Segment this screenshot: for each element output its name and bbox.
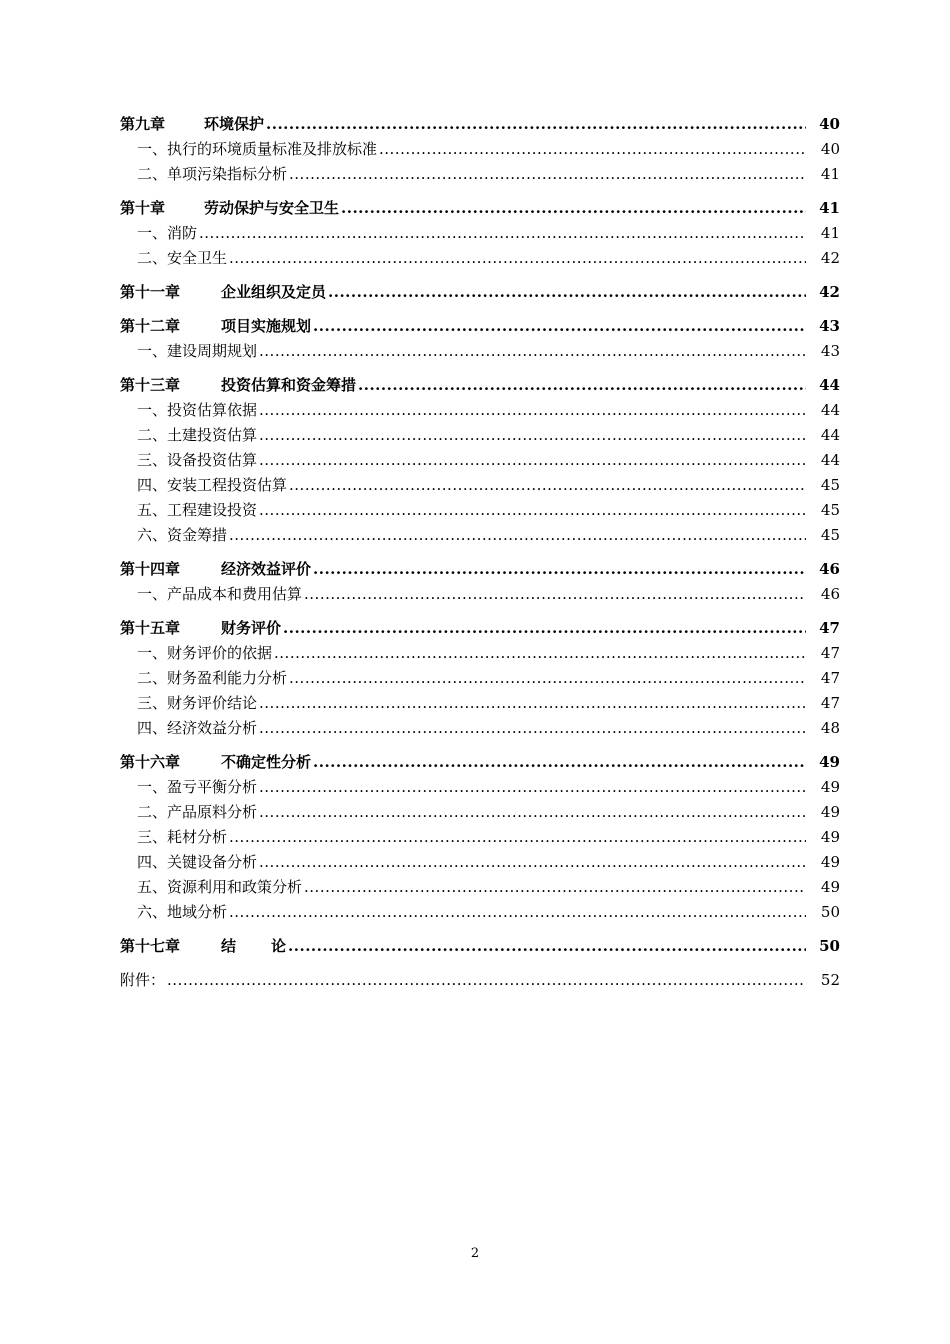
toc-entry-label [137,800,257,825]
chapter-number: 第十三章 [120,376,181,394]
toc-section-entry[interactable] [120,473,840,498]
page-reference: 49 [820,778,840,796]
page-reference: 49 [820,803,840,821]
toc-section-entry[interactable] [120,448,840,473]
toc-section-entry[interactable] [120,137,840,162]
page-reference: 44 [820,426,840,444]
dot-leader [229,523,806,548]
toc-entry-label [137,666,287,691]
chapter-title: 项目实施规划 [221,317,312,335]
toc-entry-label [120,373,356,398]
page-reference: 42 [819,283,840,301]
toc-section-entry[interactable] [120,900,840,925]
toc-section-entry[interactable] [120,162,840,187]
page-reference: 45 [820,476,840,494]
toc-entry-label [137,716,257,741]
toc-entry-label [137,850,257,875]
page-reference: 40 [819,115,840,133]
section-title: 二、土建投资估算 [137,426,258,444]
section-title: 三、耗材分析 [137,828,228,846]
dot-leader [341,196,806,221]
chapter-number: 第十四章 [120,560,181,578]
section-title: 二、产品原料分析 [137,803,258,821]
toc-section-entry[interactable] [120,582,840,607]
section-title: 五、资源利用和政策分析 [137,878,303,896]
dot-leader [289,473,806,498]
toc-section-entry[interactable] [120,246,840,271]
chapter-number: 第十五章 [120,619,181,637]
page-reference: 49 [820,878,840,896]
dot-leader [259,691,806,716]
chapter-number: 第十七章 [120,937,181,955]
toc-entry-label [120,280,326,305]
toc-section-entry[interactable] [120,523,840,548]
dot-leader [259,498,806,523]
page-reference: 45 [820,526,840,544]
toc-section-entry[interactable] [120,498,840,523]
dot-leader [167,968,806,993]
dot-leader [274,641,806,666]
toc-entry-label [137,473,287,498]
dot-leader [358,373,806,398]
dot-leader [259,850,806,875]
toc-entry-label [120,750,311,775]
page-reference: 42 [820,249,840,267]
page-reference: 41 [820,165,840,183]
section-title: 一、产品成本和费用估算 [137,585,303,603]
chapter-title: 不确定性分析 [221,753,312,771]
toc-entry-label [137,398,257,423]
chapter-title-part: 论 [271,937,287,955]
dot-leader [259,423,806,448]
toc-chapter-entry[interactable] [120,314,840,339]
dot-leader [266,112,806,137]
toc-entry-label [120,616,281,641]
section-title: 六、地域分析 [137,903,228,921]
dot-leader [328,280,806,305]
toc-entry-label [137,137,377,162]
page-reference: 41 [820,224,840,242]
page-reference: 50 [819,937,840,955]
page-reference: 50 [820,903,840,921]
section-title: 六、资金筹措 [137,526,228,544]
dot-leader [229,825,806,850]
section-title: 一、盈亏平衡分析 [137,778,258,796]
toc-section-entry[interactable] [120,691,840,716]
toc-entry-label [137,498,257,523]
dot-leader [259,339,806,364]
chapter-title: 企业组织及定员 [221,283,327,301]
section-title: 四、关键设备分析 [137,853,258,871]
section-title: 二、财务盈利能力分析 [137,669,288,687]
toc-section-entry[interactable] [120,825,840,850]
chapter-number: 第十六章 [120,753,181,771]
section-title: 三、设备投资估算 [137,451,258,469]
chapter-title: 经济效益评价 [221,560,312,578]
dot-leader [259,398,806,423]
page-reference: 43 [819,317,840,335]
toc-entry-label [137,448,257,473]
appendix-title: 附件： [120,971,166,989]
dot-leader [259,775,806,800]
page-reference: 43 [820,342,840,360]
page-reference: 40 [820,140,840,158]
section-title: 一、执行的环境质量标准及排放标准 [137,140,378,158]
page-reference: 49 [820,853,840,871]
toc-entry-label [120,934,286,959]
toc-section-entry[interactable] [120,641,840,666]
toc-section-entry[interactable] [120,850,840,875]
dot-leader [379,137,806,162]
toc-section-entry[interactable] [120,339,840,364]
section-title: 一、建设周期规划 [137,342,258,360]
page-reference: 47 [820,644,840,662]
page-reference: 44 [820,401,840,419]
dot-leader [229,246,806,271]
dot-leader [283,616,806,641]
chapter-title: 环境保护 [204,115,265,133]
page-reference: 47 [819,619,840,637]
page-reference: 46 [819,560,840,578]
toc-entry-label [137,339,257,364]
dot-leader [289,666,806,691]
chapter-number: 第十一章 [120,283,181,301]
toc-entry-label [137,691,257,716]
page-number-footer: 2 [470,1246,480,1261]
toc-entry-label [137,875,302,900]
toc-section-entry[interactable] [120,775,840,800]
page-reference: 45 [820,501,840,519]
toc-entry-label [137,641,272,666]
page-reference: 41 [819,199,840,217]
toc-entry-label [137,246,227,271]
chapter-title [221,934,286,959]
dot-leader [289,162,806,187]
chapter-number: 第九章 [120,115,166,133]
dot-leader [288,934,806,959]
dot-leader [313,314,806,339]
page-reference: 49 [820,828,840,846]
toc-entry-label [137,825,227,850]
toc-chapter-entry[interactable] [120,557,840,582]
page-reference: 47 [820,694,840,712]
section-title: 五、工程建设投资 [137,501,258,519]
page-reference: 52 [820,971,840,989]
toc-entry-label [137,523,227,548]
toc-entry-label [120,196,339,221]
page-reference: 44 [819,376,840,394]
toc-entry-label [137,775,257,800]
section-title: 一、财务评价的依据 [137,644,273,662]
toc-entry-label [137,900,227,925]
toc-chapter-entry[interactable] [120,373,840,398]
toc-section-entry[interactable] [120,221,840,246]
dot-leader [199,221,806,246]
toc-entry-label [120,968,165,993]
chapter-title-part: 结 [221,937,237,955]
toc-chapter-entry[interactable] [120,616,840,641]
toc-chapter-entry[interactable] [120,112,840,137]
toc-appendix-entry[interactable] [120,968,840,993]
dot-leader [259,448,806,473]
dot-leader [304,875,806,900]
toc-section-entry[interactable] [120,666,840,691]
section-title: 四、安装工程投资估算 [137,476,288,494]
table-of-contents [120,112,840,993]
dot-leader [313,750,806,775]
toc-entry-label [137,221,197,246]
page-reference: 49 [819,753,840,771]
page-reference: 47 [820,669,840,687]
toc-entry-label [120,557,311,582]
section-title: 一、投资估算依据 [137,401,258,419]
section-title: 二、单项污染指标分析 [137,165,288,183]
chapter-number: 第十二章 [120,317,181,335]
page-reference: 44 [820,451,840,469]
chapter-number: 第十章 [120,199,166,217]
dot-leader [313,557,806,582]
toc-chapter-entry[interactable] [120,280,840,305]
toc-entry-label [137,423,257,448]
section-title: 三、财务评价结论 [137,694,258,712]
section-title: 一、消防 [137,224,198,242]
toc-section-entry[interactable] [120,398,840,423]
page-reference: 48 [820,719,840,737]
dot-leader [259,716,806,741]
toc-section-entry[interactable] [120,875,840,900]
chapter-title: 财务评价 [221,619,282,637]
page-reference: 46 [820,585,840,603]
toc-entry-label [137,582,302,607]
dot-leader [259,800,806,825]
toc-section-entry[interactable] [120,423,840,448]
toc-entry-label [137,162,287,187]
dot-leader [229,900,806,925]
toc-entry-label [120,314,311,339]
chapter-title: 投资估算和资金筹措 [221,376,357,394]
toc-section-entry[interactable] [120,800,840,825]
section-title: 四、经济效益分析 [137,719,258,737]
chapter-title: 劳动保护与安全卫生 [204,199,340,217]
dot-leader [304,582,806,607]
toc-section-entry[interactable] [120,716,840,741]
toc-chapter-entry[interactable] [120,196,840,221]
section-title: 二、安全卫生 [137,249,228,267]
toc-chapter-entry[interactable] [120,934,840,959]
toc-chapter-entry[interactable] [120,750,840,775]
toc-entry-label [120,112,264,137]
